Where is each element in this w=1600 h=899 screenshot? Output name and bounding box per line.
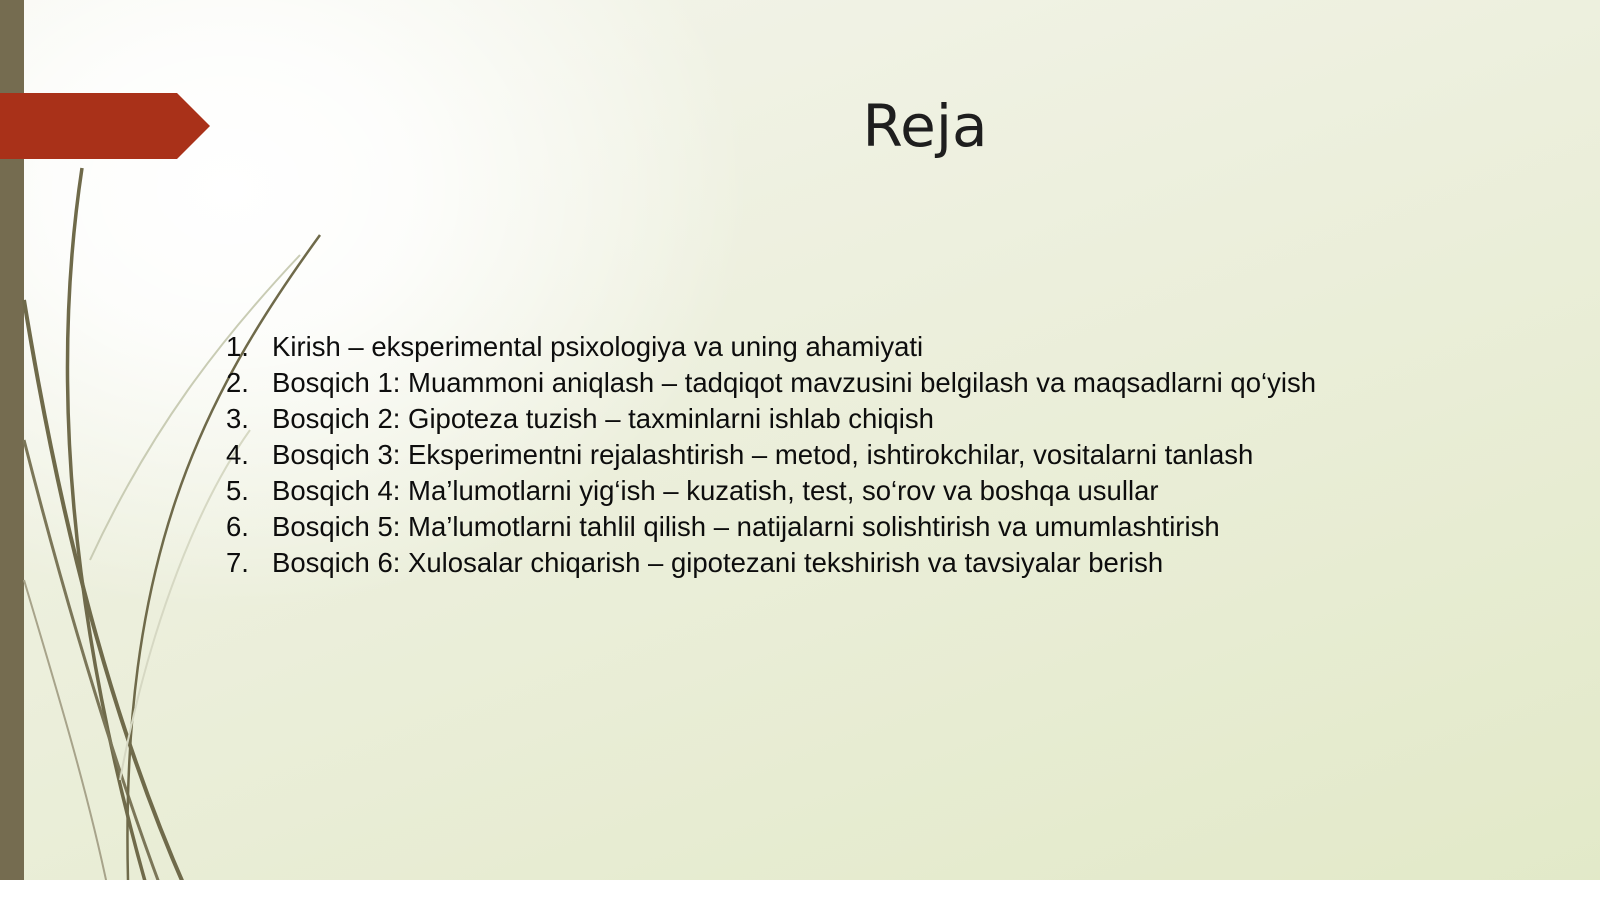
slide-title: Reja — [862, 92, 988, 160]
vine-stroke-1 — [24, 300, 190, 899]
agenda-item — [226, 437, 1566, 473]
vine-stroke-7 — [24, 580, 110, 899]
agenda-item — [226, 365, 1566, 401]
agenda-list — [226, 329, 1566, 581]
agenda-item — [226, 473, 1566, 509]
agenda-item-number: 6. — [226, 511, 249, 542]
agenda-item — [226, 401, 1566, 437]
vine-stroke-2 — [67, 168, 150, 899]
agenda-item-number: 4. — [226, 439, 249, 470]
agenda-item-number: 5. — [226, 475, 249, 506]
title-arrow-shape — [0, 93, 210, 159]
agenda-item — [226, 509, 1566, 545]
agenda-item-text: Kirish – eksperimental psixologiya va uning ahamiyati — [272, 331, 924, 362]
agenda-item-text: Bosqich 5: Ma’lumotlarni tahlil qilish – natijalarni solishtirish va umumlashtirish — [272, 511, 1220, 542]
agenda-item-text: Bosqich 2: Gipoteza tuzish – taxminlarni ishlab chiqish — [272, 403, 934, 434]
agenda-item-text: Bosqich 1: Muammoni aniqlash – tadqiqot mavzusini belgilash va maqsadlarni qo‘yish — [272, 367, 1317, 398]
agenda-item — [226, 329, 1566, 365]
agenda-item — [226, 545, 1566, 581]
agenda-item-text: Bosqich 3: Eksperimentni rejalashtirish – metod, ishtirokchilar, vositalarni tanlash — [272, 439, 1254, 470]
agenda-item-text: Bosqich 4: Ma’lumotlarni yig‘ish – kuzatish, test, so‘rov va boshqa usullar — [272, 475, 1159, 506]
slide-bottom-edge — [0, 880, 1600, 899]
agenda-item-text: Bosqich 6: Xulosalar chiqarish – gipotezani tekshirish va tavsiyalar berish — [272, 547, 1164, 578]
agenda-item-number: 7. — [226, 547, 249, 578]
agenda-item-number: 2. — [226, 367, 249, 398]
agenda-item-number: 3. — [226, 403, 249, 434]
agenda-item-number: 1. — [226, 331, 249, 362]
